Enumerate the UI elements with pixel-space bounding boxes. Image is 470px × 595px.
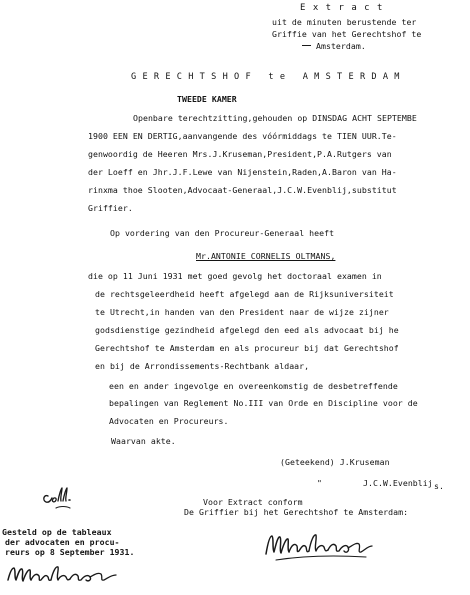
origin-line-1: uit de minuten berustende ter: [272, 17, 417, 27]
oath-line-1: die op 11 Juni 1931 met goed gevolg het doctoraal examen in: [88, 271, 382, 281]
requisition-intro: Op vordering van den Procureur-Generaal heeft: [110, 228, 335, 238]
session-line-5: rinxma thoe Slooten,Advocaat-Generaal,J.C.W.Evenblij,substitut: [88, 185, 397, 195]
session-line-2: 1900 EEN EN DERTIG,aanvangende des vóórmiddags te TIEN UUR.Te-: [88, 131, 397, 141]
certification-line-2: De Griffier bij het Gerechtshof te Amsterdam:: [184, 507, 409, 517]
handwritten-initials: [40, 484, 80, 514]
oath-line-4: godsdienstige gezindheid afgelegd den eed als advocaat bij he: [95, 325, 399, 335]
oath-line-6: en bij de Arrondissements-Rechtbank aldaar,: [95, 361, 310, 371]
clerk-ditto-mark: ": [317, 478, 322, 488]
origin-line-3: Amsterdam.: [316, 41, 366, 51]
session-line-4: der Loeff en Jhr.J.F.Lewe van Nijenstein,Raden,A.Baron van Ha-: [88, 167, 397, 177]
extract-heading: E x t r a c t: [300, 3, 384, 13]
oath-line-5: Gerechtshof te Amsterdam en als procureur bij dat Gerechtshof: [95, 343, 399, 353]
session-line-3: genwoordig de Heeren Mrs.J.Kruseman,President,P.A.Rutgers van: [88, 149, 392, 159]
margin-signature: [4, 560, 124, 590]
oath-line-7: een en ander ingevolge en overeenkomstig de desbetreffende: [109, 381, 398, 391]
margin-note-line-2: der advocaten en procu-: [5, 537, 120, 547]
origin-line-2: Griffie van het Gerechtshof te: [272, 29, 422, 39]
margin-note-line-1: Gesteld op de tableaux: [2, 527, 112, 537]
court-name: G E R E C H T S H O F t e A M S T E R D A M: [131, 72, 401, 82]
dash-mark: [302, 45, 311, 46]
session-line-6: Griffier.: [88, 203, 133, 213]
margin-note-line-3: reurs op 8 September 1931.: [5, 547, 135, 557]
oath-line-2: de rechtsgeleerdheid heeft afgelegd aan de Rijksuniversiteit: [95, 289, 394, 299]
oath-line-3: te Utrecht,in handen van den President naar de wijze zijner: [95, 307, 389, 317]
session-line-1: Openbare terechtzitting,gehouden op DINSDAG ACHT SEPTEMBE: [133, 113, 417, 123]
signed-president: (Geteekend) J.Kruseman: [280, 457, 390, 467]
chamber-title: TWEEDE KAMER: [177, 94, 237, 104]
certification-line-1: Voor Extract conform: [203, 497, 303, 507]
signed-clerk: J.C.W.Evenblij: [363, 478, 433, 488]
oath-line-9: Advocaten en Procureurs.: [109, 416, 229, 426]
oath-line-8: bepalingen van Reglement No.III van Orde en Discipline voor de: [109, 398, 418, 408]
signed-clerk-suffix: s.: [434, 481, 444, 491]
clerk-signature: [262, 524, 382, 566]
record-statement: Waarvan akte.: [111, 436, 176, 446]
candidate-name: Mr.ANTONIE CORNELIS OLTMANS,: [196, 251, 336, 261]
